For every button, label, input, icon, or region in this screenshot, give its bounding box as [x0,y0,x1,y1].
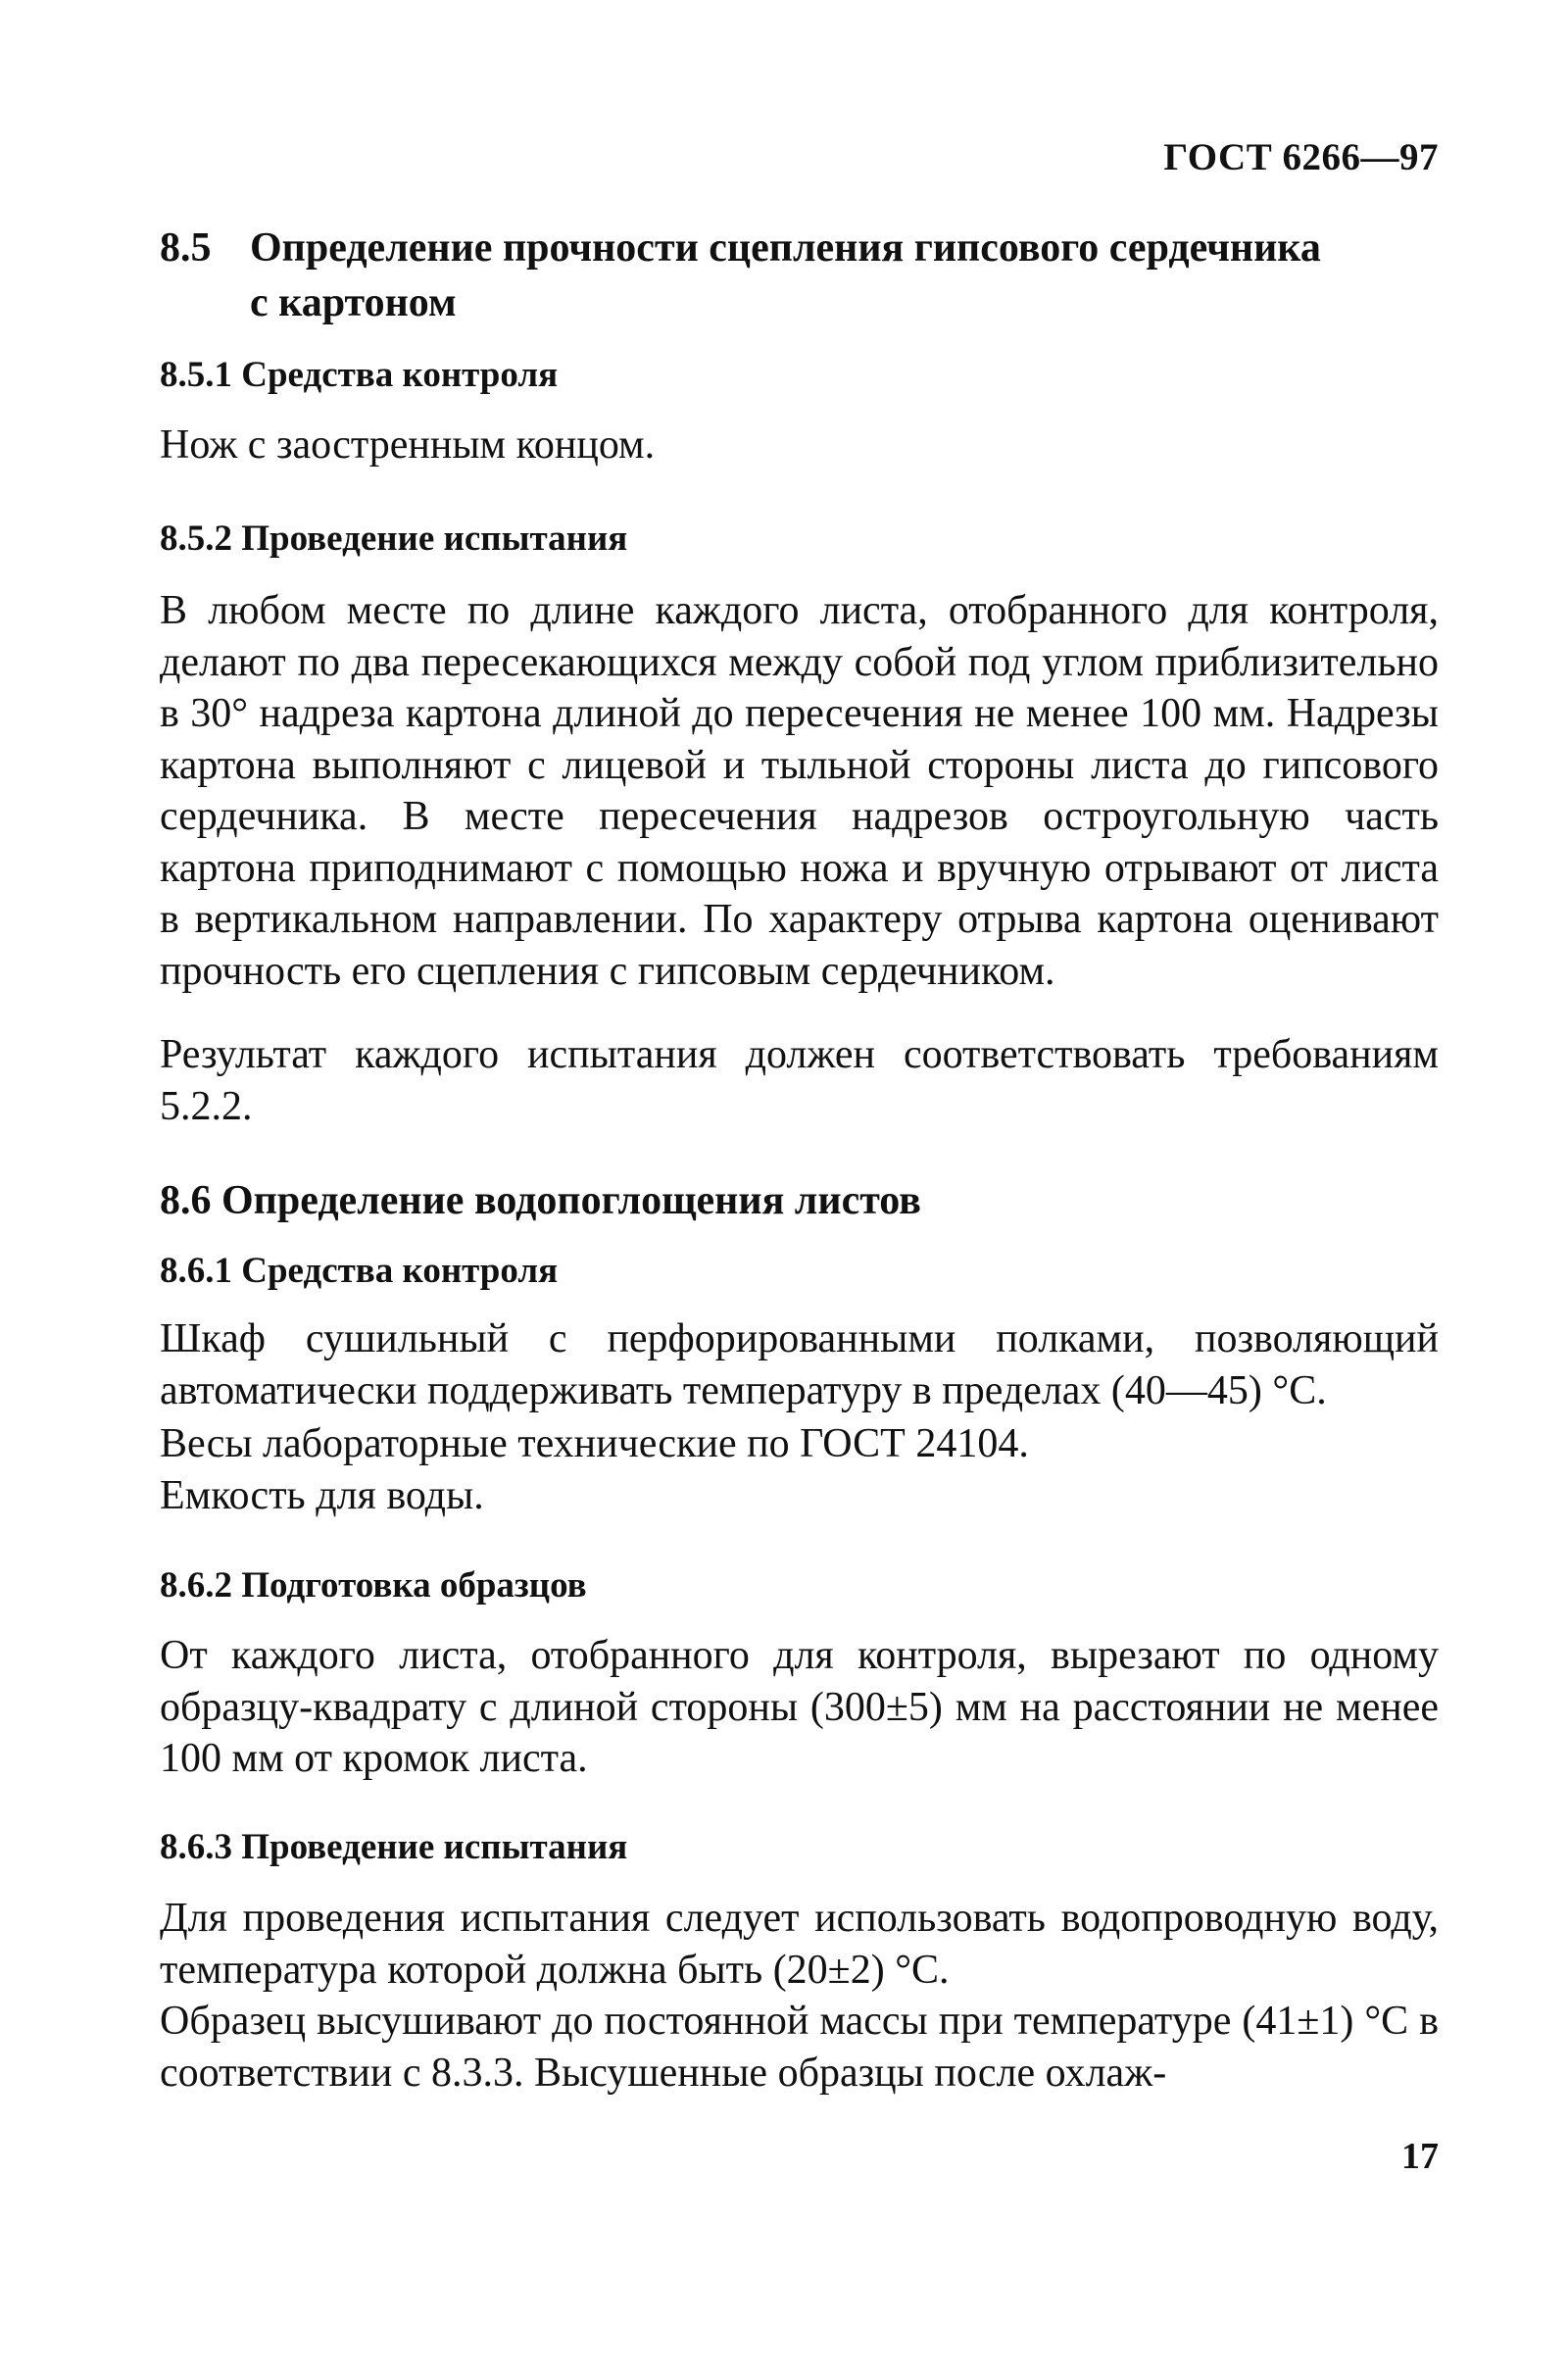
section-8-5-2-paragraph1: В любом месте по длине каждого листа, отобранного для контроля, делают по два пересекающихся между собой под углом приблизительно в 30° надреза картона длиной до пересечения не менее 100 мм. Надрезы картона выполняют с лицевой и тыльной стороны листа до гипсового сердечника. В месте пересечения надрезов остроугольную часть картона приподнимают с помощью ножа и вручную отрывают от листа в вертикальном направлении. По характеру отрыва картона оценивают прочность его сцепления с гипсовым сердечником. [160,588,1439,994]
page-number: 17 [1401,2136,1439,2177]
section-8-5-1-heading: 8.5.1 Средства контроля [160,355,559,395]
section-8-5-2-paragraph2: Результат каждого испытания должен соответствовать требованиям 5.2.2. [160,1032,1439,1129]
section-8-5-2-heading: 8.5.2 Проведение испытания [160,519,628,559]
section-title-line1: Определение прочности сцепления гипсового сердечника [250,225,1321,271]
section-number: 8.5 [160,225,212,271]
section-8-6-2-text: От каждого листа, отобранного для контроля, вырезают по одному образцу-квадрату с длиной стороны (300±5) мм на расстоянии не менее 100 мм от кромок листа. [160,1633,1439,1781]
document-code: ГОСТ 6266—97 [1163,136,1439,178]
section-8-6-3-paragraph1: Для проведения испытания следует использовать водопроводную воду, температура которой должна быть (20±2) °С. [160,1896,1439,1993]
document-page [160,0,1439,2373]
section-8-6-3-heading: 8.6.3 Проведение испытания [160,1827,628,1867]
section-8-6-1-heading: 8.6.1 Средства контроля [160,1251,559,1291]
section-8-6-1-item3: Емкость для воды. [160,1473,484,1518]
section-8-5-heading [160,221,1321,330]
section-8-5-1-text: Нож с заостренным концом. [160,422,656,468]
section-8-6-3-paragraph2: Образец высушивают до постоянной массы при температуре (41±1) °С в соответствии с 8.3.3. Высушенные образцы после охлаж- [160,1999,1439,2096]
section-8-6-1-item2: Весы лабораторные технические по ГОСТ 24104. [160,1421,1029,1466]
section-8-6-heading: 8.6 Определение водопоглощения листов [160,1178,921,1223]
section-8-6-2-heading: 8.6.2 Подготовка образцов [160,1565,587,1606]
section-8-6-1-item1: Шкаф сушильный с перфорированными полками, позволяющий автоматически поддерживать температуру в пределах (40—45) °С. [160,1316,1439,1413]
section-title-line2: с картоном [250,280,457,325]
